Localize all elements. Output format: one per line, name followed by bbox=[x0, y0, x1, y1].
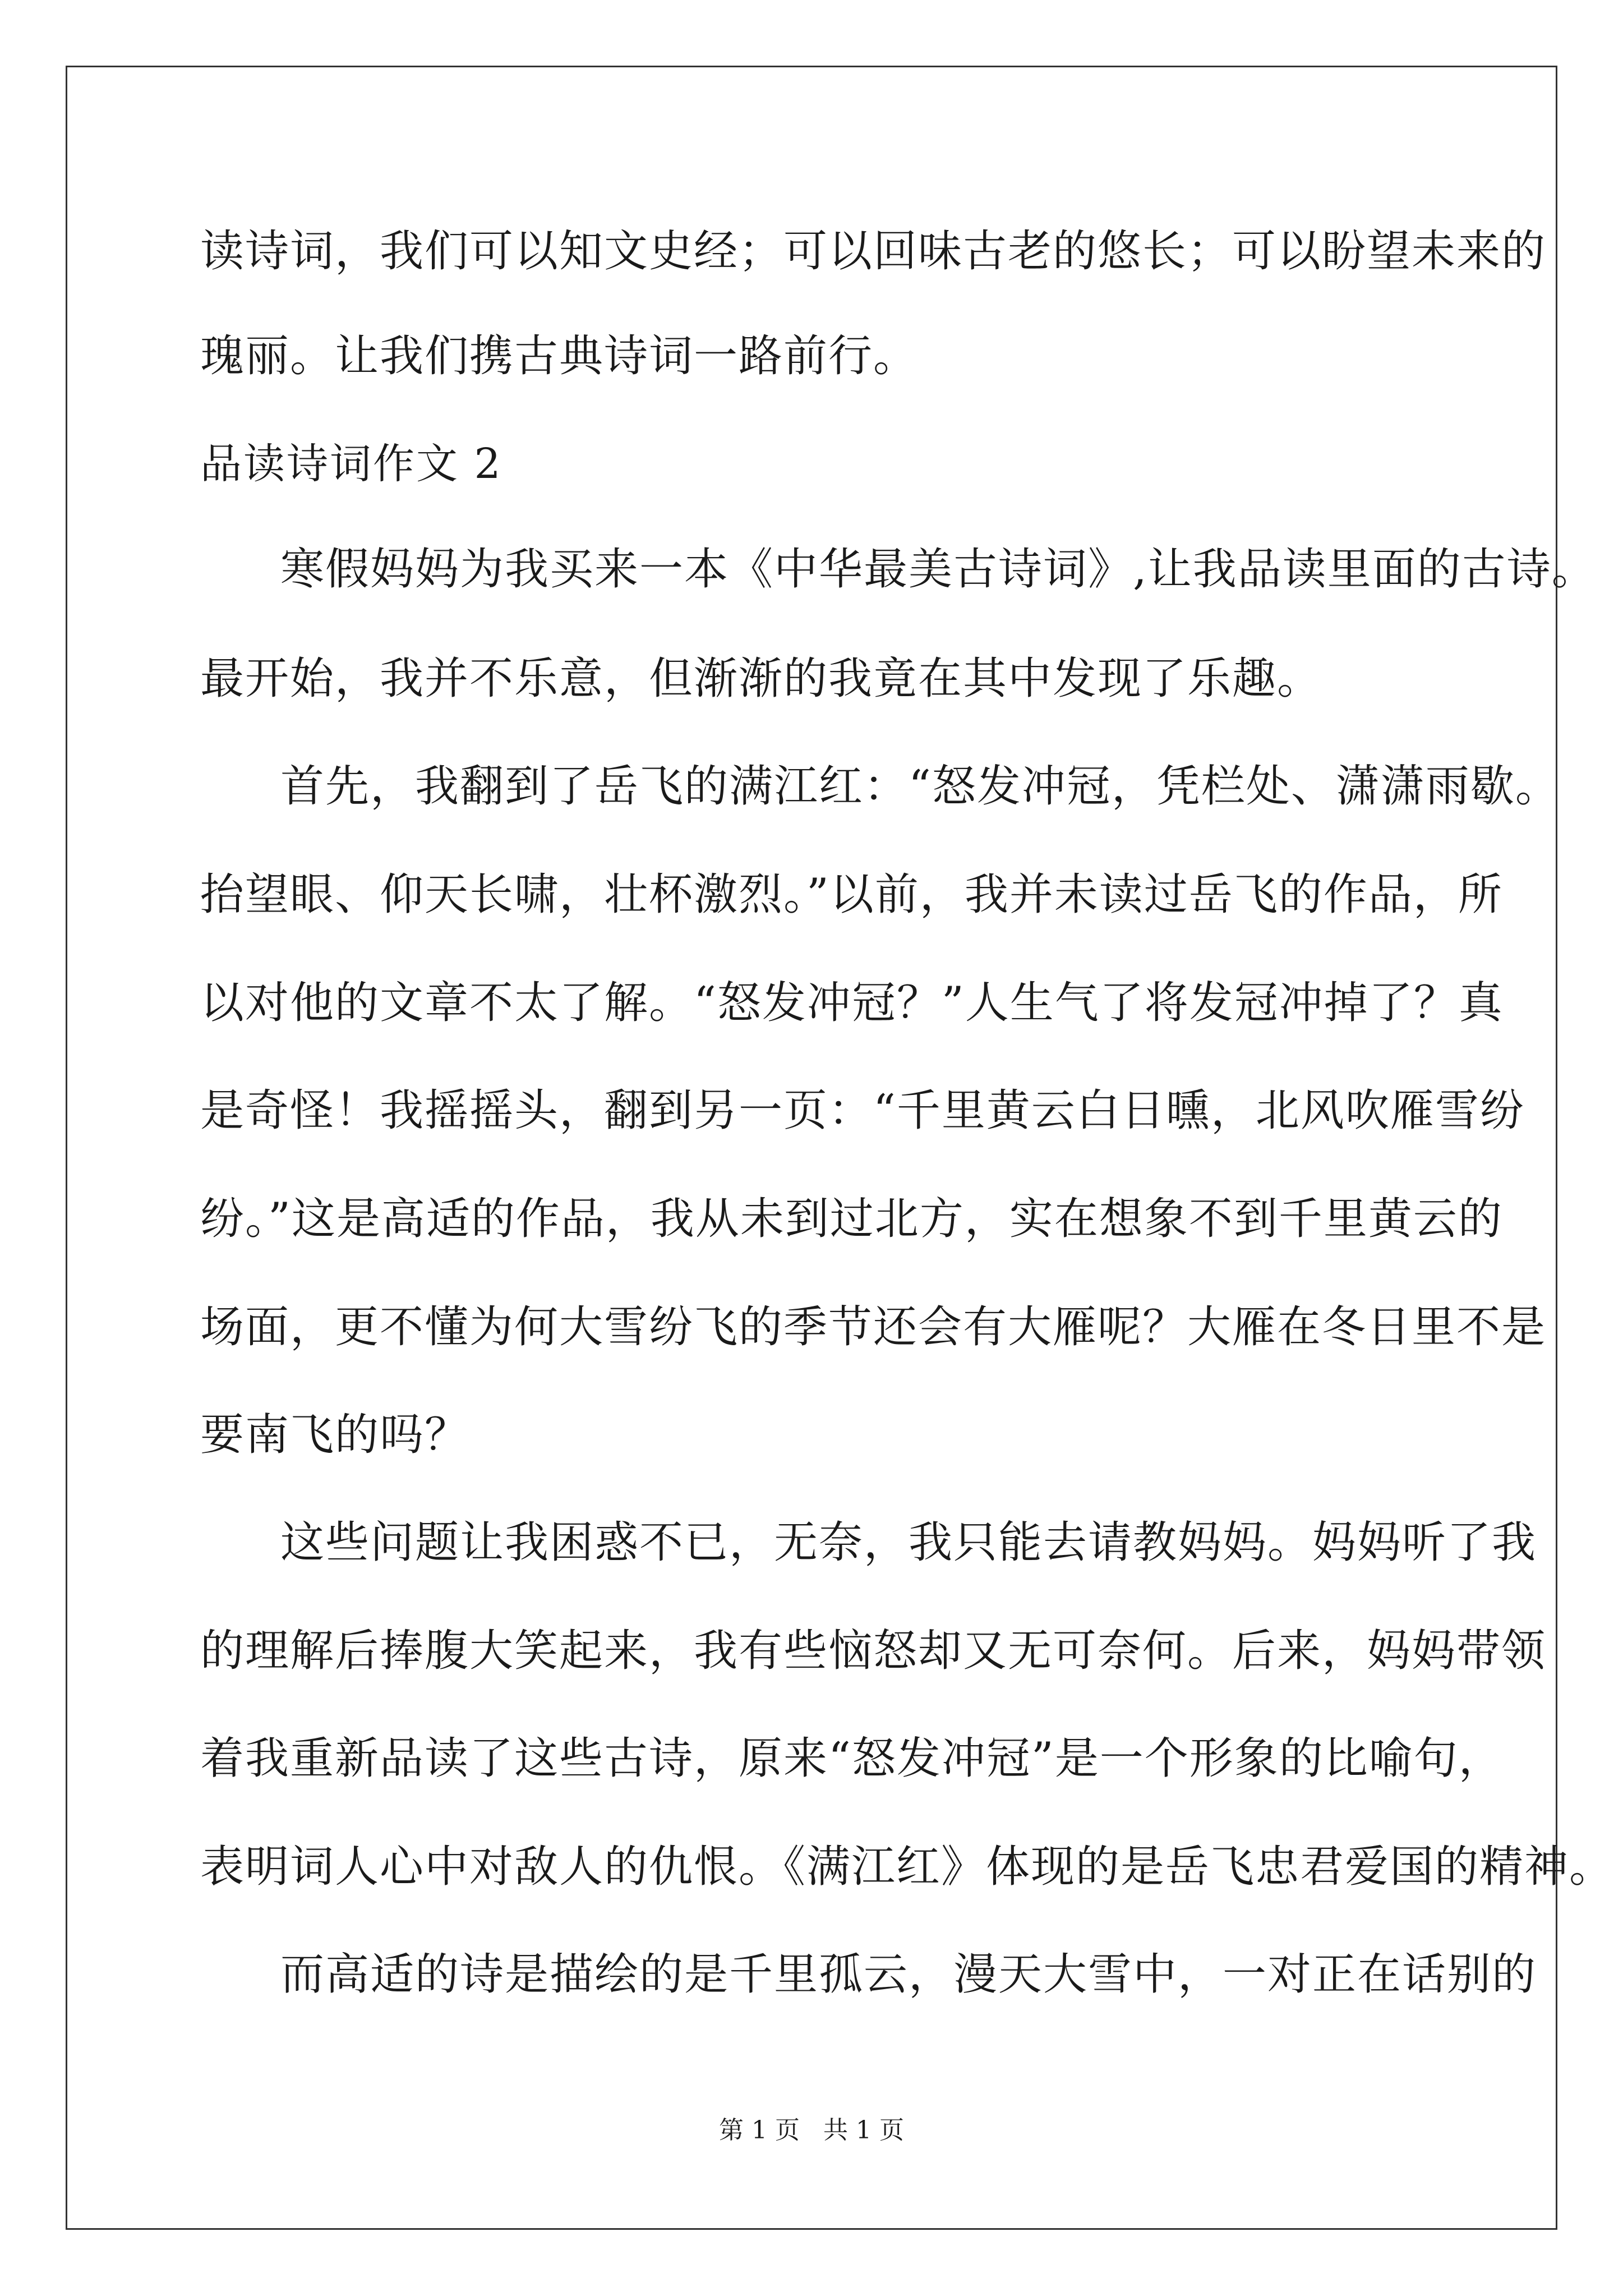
paragraph-line: 纷。”这是高适的作品，我从未到过北方，实在想象不到千里黄云的 bbox=[200, 1194, 1503, 1244]
paragraph-line: 着我重新品读了这些古诗，原来“怒发冲冠”是一个形象的比喻句， bbox=[200, 1733, 1504, 1784]
section-heading: 品读诗词作文 2 bbox=[200, 440, 502, 488]
paragraph-line: 读诗词，我们可以知文史经；可以回味古老的悠长；可以盼望未来的 bbox=[200, 226, 1547, 277]
paragraph-line: 的理解后捧腹大笑起来，我有些恼怒却又无可奈何。后来，妈妈带领 bbox=[200, 1626, 1547, 1676]
paragraph-line: 以对他的文章不太了解。“怒发冲冠？”人生气了将发冠冲掉了？真 bbox=[200, 978, 1504, 1028]
paragraph-line: 这些问题让我困惑不已，无奈，我只能去请教妈妈。妈妈听了我 bbox=[280, 1517, 1537, 1568]
paragraph-line: 最开始，我并不乐意，但渐渐的我竟在其中发现了乐趣。 bbox=[200, 654, 1322, 704]
paragraph-line: 场面，更不懂为何大雪纷飞的季节还会有大雁呢？大雁在冬日里不是 bbox=[200, 1302, 1547, 1352]
paragraph-line: 是奇怪！我摇摇头，翻到另一页：“千里黄云白日曛，北风吹雁雪纷 bbox=[200, 1085, 1525, 1136]
paragraph-line: 要南飞的吗？ bbox=[200, 1410, 470, 1460]
paragraph-line: 瑰丽。让我们携古典诗词一路前行。 bbox=[200, 331, 919, 381]
paragraph-line: 而高适的诗是描绘的是千里孤云，漫天大雪中，一对正在话别的 bbox=[280, 1949, 1537, 2000]
paragraph-line: 寒假妈妈为我买来一本《中华最美古诗词》,让我品读里面的古诗。 bbox=[280, 544, 1597, 595]
paragraph-line: 首先，我翻到了岳飞的满江红：“怒发冲冠，凭栏处、潇潇雨歇。 bbox=[280, 761, 1560, 812]
paragraph-line: 抬望眼、仰天长啸，壮杯激烈。”以前，我并未读过岳飞的作品，所 bbox=[200, 869, 1503, 920]
page-number-footer: 第 1 页 共 1 页 bbox=[719, 2116, 904, 2145]
page-border bbox=[66, 66, 1557, 2230]
paragraph-line: 表明词人心中对敌人的仇恨。《满江红》体现的是岳飞忠君爱国的精神。 bbox=[200, 1842, 1615, 1892]
